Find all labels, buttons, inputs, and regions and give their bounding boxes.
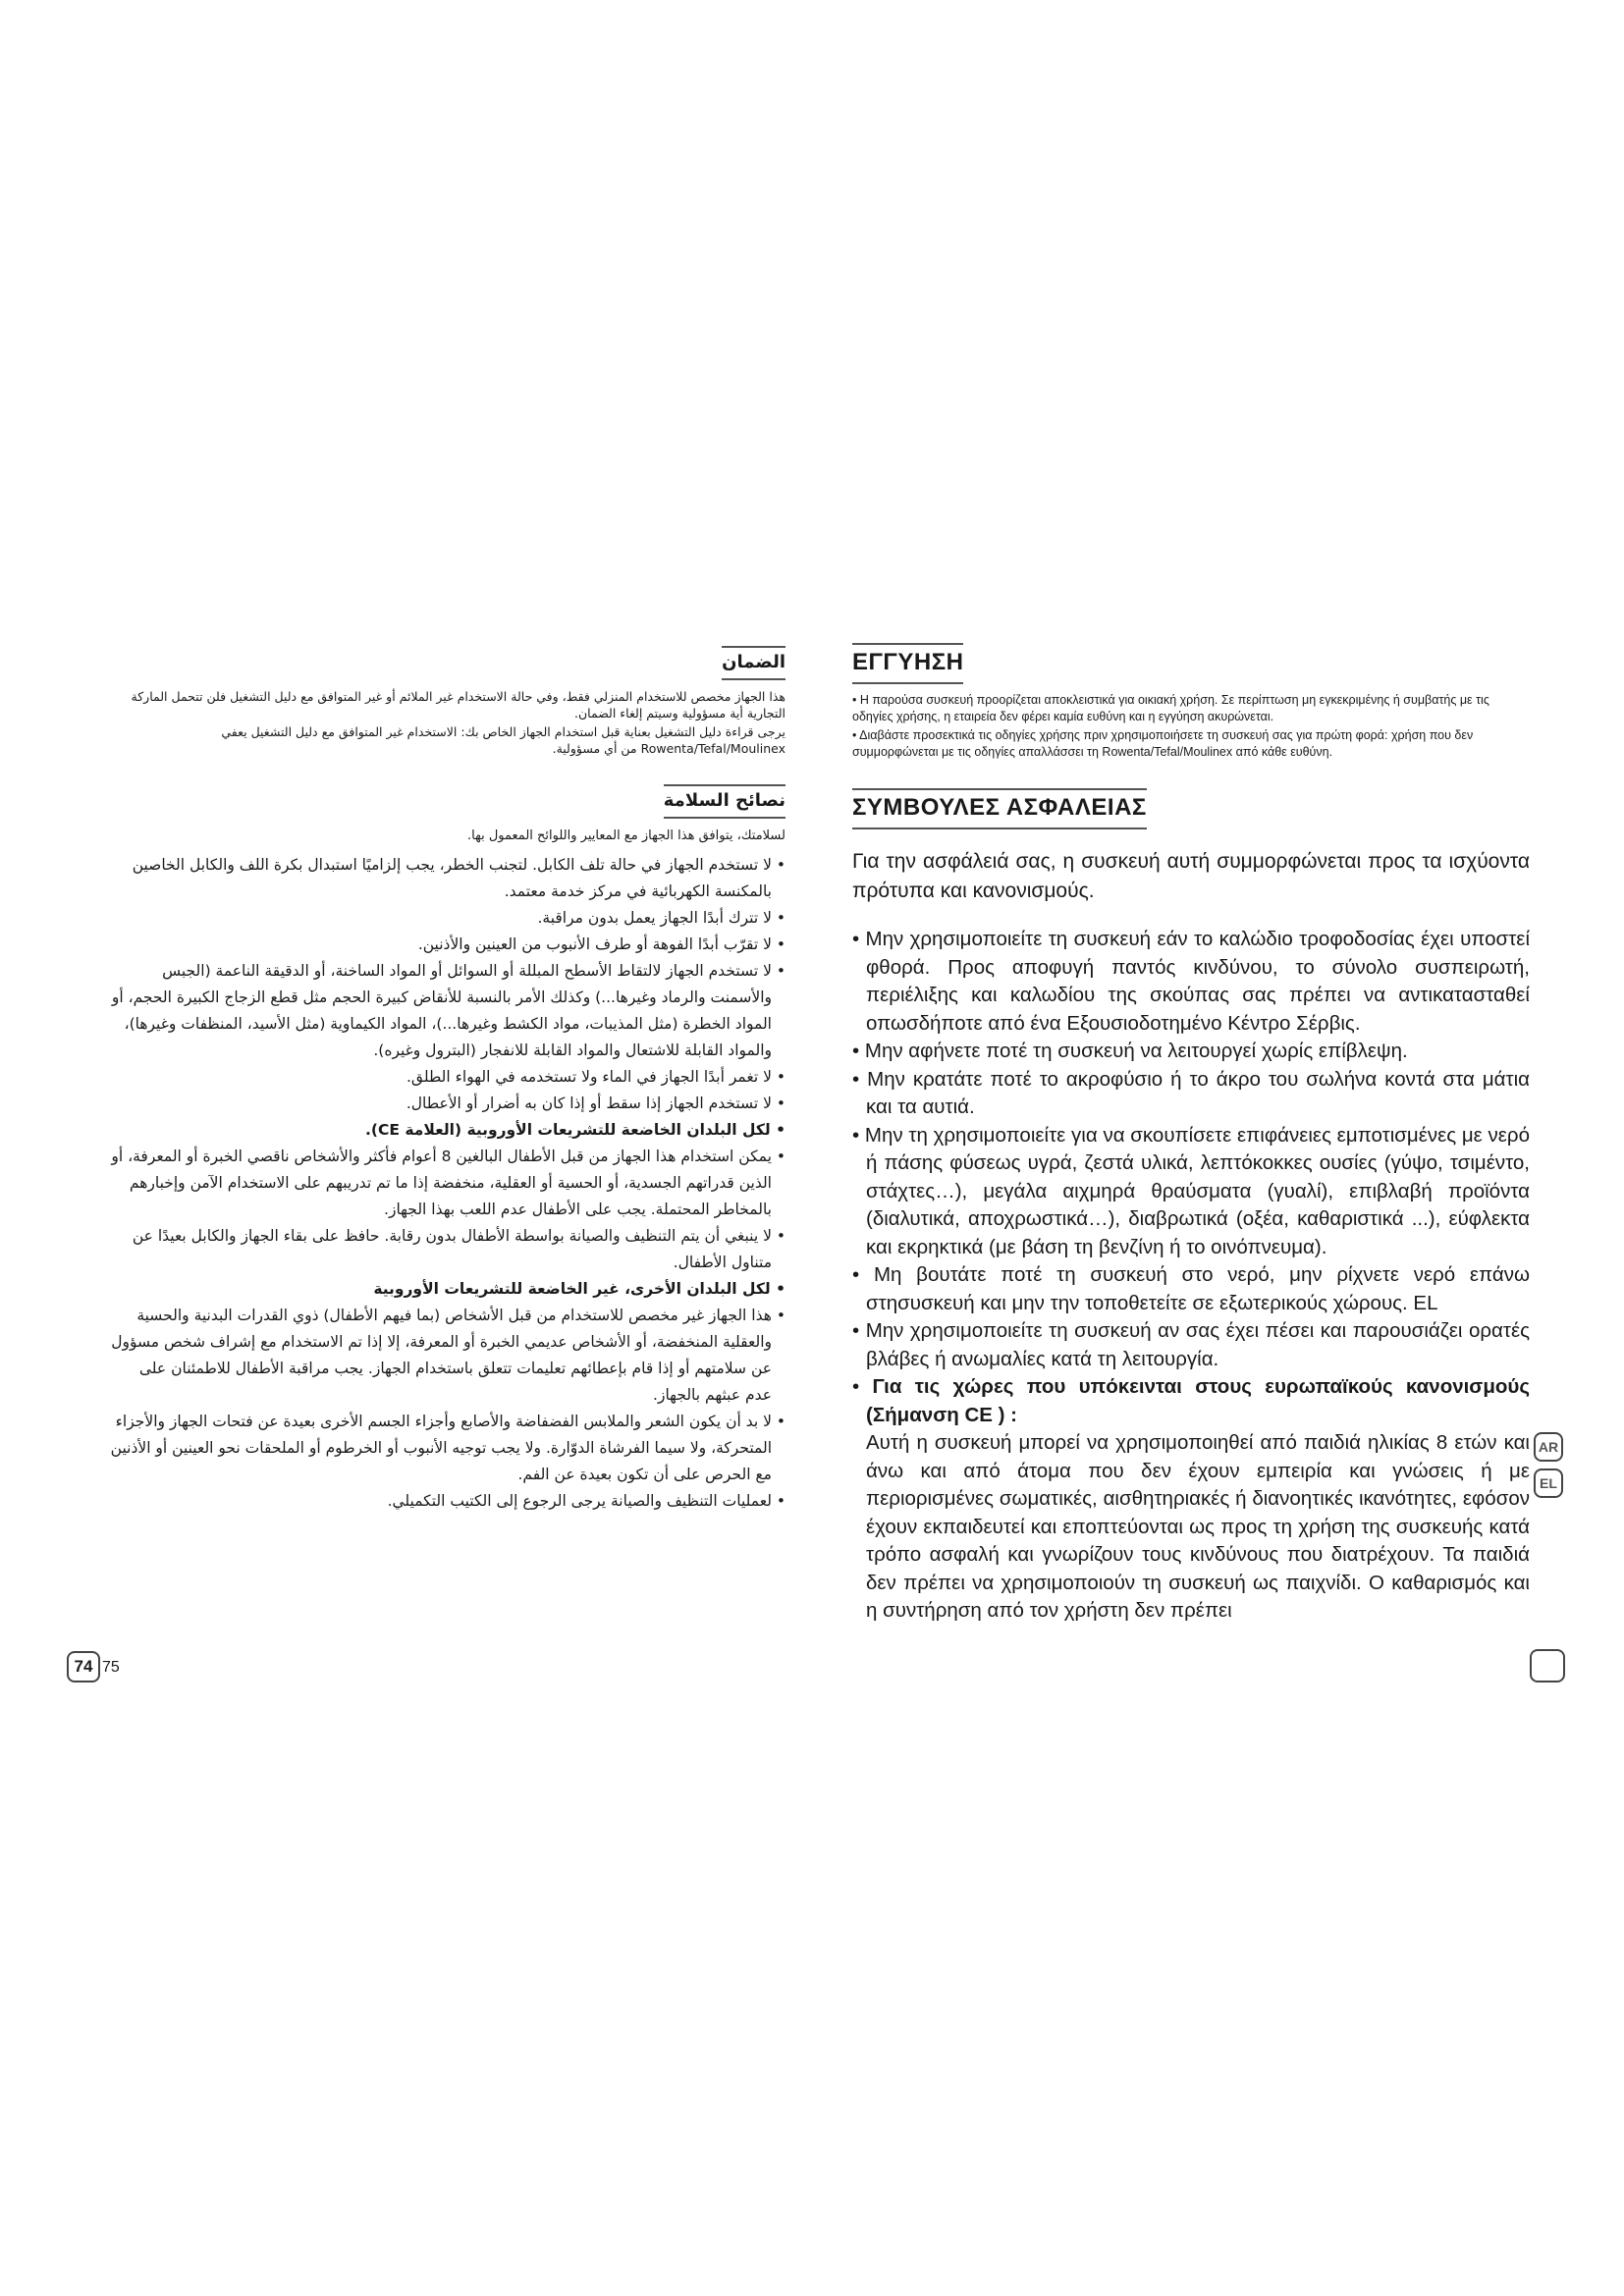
ar-other-item: • هذا الجهاز غير مخصص للاستخدام من قبل الأشخاص (بما فيهم الأطفال) ذوي القدرات البدنية والحسية والعقلية المنخفضة، أو الأشخاص عديمي الخبرة أو المعرفة، إلا إذا تم الاستخدام مع إشراف شخص مسؤول عن سلامتهم أو إذا قام بإعطائهم تعليمات تتعلق باستخدام الجهاز. يجب مراقبة الأطفال للاطمئنان على عدم عبثهم بالجهاز. xyxy=(108,1303,785,1409)
ar-safety-intro: لسلامتك، يتوافق هذا الجهاز مع المعايير واللوائح المعمول بها. xyxy=(467,828,785,843)
el-warranty-heading: ΕΓΓΥΗΣΗ xyxy=(852,643,963,684)
ar-eu-item: • لا ينبغي أن يتم التنظيف والصيانة بواسطة الأطفال بدون رقابة. حافظ على بقاء الجهاز والكابل بعيدًا عن متناول الأطفال. xyxy=(108,1223,785,1276)
el-eu-text: Αυτή η συσκευή μπορεί να χρησιμοποιηθεί από παιδιά ηλικίας 8 ετών και άνω και από άτομα που δεν έχουν εμπειρία και γνώσεις ή με περιορισμένες σωματικές, αισθητηριακές ή διανοητικές ικανότητες, εφόσον έχουν εκπαιδευτεί και εποπτεύονται ως προς τη χρήση της συσκευής κατά τρόπο ασφαλή και γνωρίζουν τους κινδύνους που διατρέχουν. Τα παιδιά δεν πρέπει να χρησιμοποιούν τη συσκευή ως παιχνίδι. Ο καθαρισμός και η συντήρηση από τον χρήστη δεν πρέπει xyxy=(866,1431,1530,1622)
el-safety-list xyxy=(852,926,1530,1626)
el-safety-heading: ΣΥΜΒΟΥΛΕΣ ΑΣΦΑΛΕΙΑΣ xyxy=(852,788,1147,829)
el-warranty-item: • Διαβάστε προσεκτικά τις οδηγίες χρήσης πριν χρησιμοποιήσετε τη συσκευή σας για πρώτη φορά: χρήση που δεν συμμορφώνεται με τις οδηγίες απαλλάσσει τη Rowenta/Tefal/Moulinex από κάθε ευθύνη. xyxy=(852,728,1474,759)
el-eu-heading: Για τις χώρες που υπόκεινται στους ευρωπαϊκούς κανονισμούς (Σήμανση CE ) : xyxy=(866,1375,1530,1426)
ar-safety-item: • لا تستخدم الجهاز إذا سقط أو إذا كان به أضرار أو الأعطال. xyxy=(108,1091,785,1117)
el-safety-item: • Μην αφήνετε ποτέ τη συσκευή να λειτουργεί χωρίς επίβλεψη. xyxy=(852,1038,1530,1066)
page-number-left: 74 xyxy=(67,1651,100,1682)
ar-other-item: • لا بد أن يكون الشعر والملابس الفضفاضة والأصابع وأجزاء الجسم الأخرى بعيدة عن فتحات الجهاز والأجزاء المتحركة، ولا سيما الفرشاة الدوّارة. ولا يجب توجيه الأنبوب أو الخرطوم أو الملحقات نحو العينين أو الأذنين مع الحرص على أن تكون بعيدة عن الفم. xyxy=(108,1409,785,1488)
blank-tab xyxy=(1530,1649,1565,1682)
ar-other-item: • لعمليات التنظيف والصيانة يرجى الرجوع إلى الكتيب التكميلي. xyxy=(108,1488,785,1515)
ar-safety-heading: نصائح السلامة xyxy=(664,784,785,819)
el-safety-item: • Μην χρησιμοποιείτε τη συσκευή αν σας έχει πέσει και παρουσιάζει ορατές βλάβες ή ανωμαλίες κατά τη λειτουργία. xyxy=(852,1317,1530,1373)
ar-safety-list xyxy=(108,852,785,1515)
el-eu-item xyxy=(852,1373,1530,1626)
el-warranty-text xyxy=(852,692,1530,761)
el-safety-item: • Μην χρησιμοποιείτε τη συσκευή εάν το καλώδιο τροφοδοσίας έχει υποστεί φθορά. Προς αποφυγή παντός κινδύνου, το σύνολο συσπειρωτή, περιέλιξης και καλωδίου της σκούπας σας πρέπει να αντικατασταθεί οπωσδήποτε από ένα Εξουσιοδοτημένο Κέντρο Σέρβις. xyxy=(852,926,1530,1038)
arabic-column xyxy=(108,646,785,1515)
el-warranty-item: • Η παρούσα συσκευή προορίζεται αποκλειστικά για οικιακή χρήση. Σε περίπτωση μη εγκεκριμένης ή συμβατής με τις οδηγίες χρήσης, η εταιρεία δεν φέρει καμία ευθύνη και η εγγύηση ακυρώνεται. xyxy=(852,693,1489,723)
el-safety-item: • Μη βουτάτε ποτέ τη συσκευή στο νερό, μην ρίχνετε νερό επάνω στησυσκευή και μην την τοποθετείτε σε εξωτερικούς χώρους. EL xyxy=(852,1261,1530,1317)
ar-eu-item: • يمكن استخدام هذا الجهاز من قبل الأطفال البالغين 8 أعوام فأكثر والأشخاص ناقصي الخبرة أو المعرفة، أو الذين قدراتهم الجسدية، أو الحسية أو العقلية، منخفضة إذا ما تم تدريبهم على الاستخدام الآمن وإخبارهم بالمخاطر المحتملة. يجب على الأطفال عدم اللعب بهذا الجهاز. xyxy=(108,1144,785,1223)
el-safety-lead: Για την ασφάλειά σας, η συσκευή αυτή συμμορφώνεται προς τα ισχύοντα πρότυπα και κανονισμούς. xyxy=(852,850,1530,902)
ar-warranty-text xyxy=(108,688,785,757)
ar-warranty-item: يرجى قراءة دليل التشغيل بعناية قبل استخدام الجهاز الخاص بك: الاستخدام غير المتوافق مع دليل التشغيل يعفي Rowenta/Tefal/Moulinex من أي مسؤولية. xyxy=(221,724,785,756)
el-safety-item: • Μην κρατάτε ποτέ το ακροφύσιο ή το άκρο του σωλήνα κοντά στα μάτια και τα αυτιά. xyxy=(852,1066,1530,1122)
el-safety-item: • Μην τη χρησιμοποιείτε για να σκουπίσετε επιφάνειες εμποτισμένες με νερό ή πάσης φύσεως υγρά, ζεστά υλικά, λεπτόκοκκες ουσίες (γύψο, τσιμέντο, στάχτες…), μεγάλα αιχμηρά θραύσματα (γυαλί), επιβλαβή προϊόντα (διαλυτικά, αποχρωστικά…), διαβρωτικά (οξέα, καθαριστικά ...), εύφλεκτα και εκρηκτικά (με βάση τη βενζίνη ή το οινόπνευμα). xyxy=(852,1122,1530,1262)
lang-tab-el[interactable]: EL xyxy=(1534,1468,1563,1498)
ar-warranty-item: هذا الجهاز مخصص للاستخدام المنزلي فقط، وفي حالة الاستخدام غير الملائم أو غير المتوافق مع دليل التشغيل فلن تتحمل الماركة التجارية أية مسؤولية وسيتم إلغاء الضمان. xyxy=(131,689,785,721)
ar-safety-item: • لا تقرّب أبدًا الفوهة أو طرف الأنبوب من العينين والأذنين. xyxy=(108,932,785,958)
page-number-right: 75 xyxy=(102,1659,120,1676)
greek-column xyxy=(852,643,1530,1626)
ar-eu-heading: • لكل البلدان الخاضعة للتشريعات الأوروبية (العلامة CE). xyxy=(108,1117,785,1144)
lang-tab-ar[interactable]: AR xyxy=(1534,1432,1563,1462)
ar-safety-item: • لا تستخدم الجهاز في حالة تلف الكابل. لتجنب الخطر، يجب إلزاميًا استبدال بكرة اللف والكابل الخاصين بالمكنسة الكهربائية في مركز خدمة معتمد. xyxy=(108,852,785,905)
ar-warranty-heading: الضمان xyxy=(722,646,785,680)
ar-safety-item: • لا تترك أبدًا الجهاز يعمل بدون مراقبة. xyxy=(108,905,785,932)
ar-other-heading: • لكل البلدان الأخرى، غير الخاضعة للتشريعات الأوروبية xyxy=(108,1276,785,1303)
ar-safety-item: • لا تستخدم الجهاز لالتقاط الأسطح المبللة أو السوائل أو المواد الساخنة، أو الدقيقة الناعمة (الجبس والأسمنت والرماد وغيرها...) وكذلك الأمر بالنسبة للأنقاض كبيرة الحجم مثل قطع الزجاج الكبيرة الحجم، أو المواد الخطرة (مثل المذيبات، مواد الكشط وغيرها...)، المواد الكيماوية (مثل الأسيد، المنظفات وغيرها)، والمواد القابلة للاشتعال والمواد القابلة للانفجار (البترول وغيره). xyxy=(108,958,785,1064)
ar-safety-item: • لا تغمر أبدًا الجهاز في الماء ولا تستخدمه في الهواء الطلق. xyxy=(108,1064,785,1091)
